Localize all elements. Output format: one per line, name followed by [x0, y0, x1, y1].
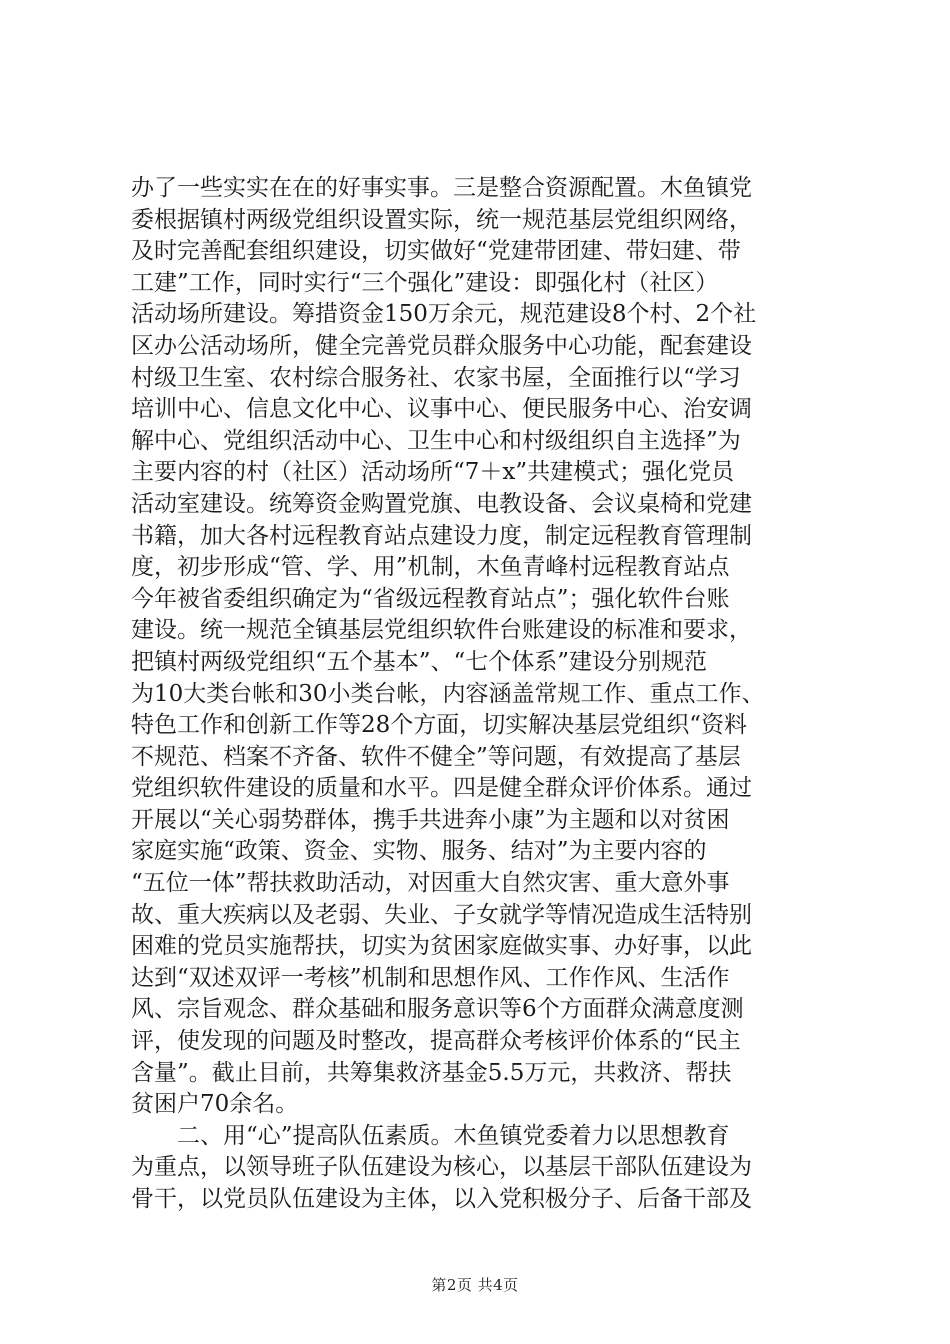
text-line: 家庭实施“政策、资金、实物、服务、结对”为主要内容的 — [131, 838, 707, 865]
text-line: 工建”工作，同时实行“三个强化”建设：即强化村（社区） — [131, 269, 719, 296]
page-footer: 第2页 共4页 — [431, 1276, 519, 1294]
text-line: 书籍，加大各村远程教育站点建设力度，制定远程教育管理制 — [131, 522, 752, 549]
text-line: 困难的党员实施帮扶，切实为贫困家庭做实事、办好事，以此 — [131, 933, 752, 960]
text-line: 及时完善配套组织建设，切实做好“党建带团建、带妇建、带 — [131, 238, 741, 265]
text-line: 达到“双述双评一考核”机制和思想作风、工作作风、生活作 — [131, 964, 730, 991]
text-line: 评，使发现的问题及时整改，提高群众考核评价体系的“民主 — [131, 1028, 741, 1055]
text-line: 为10大类台帐和30小类台帐，内容涵盖常规工作、重点工作、 — [131, 680, 765, 707]
text-line: 特色工作和创新工作等28个方面，切实解决基层党组织“资料 — [131, 712, 748, 739]
text-line: 培训中心、信息文化中心、议事中心、便民服务中心、治安调 — [131, 396, 752, 423]
body-text — [131, 173, 851, 1216]
text-line: 二、用“心”提高队伍素质。木鱼镇党委着力以思想教育 — [131, 1122, 730, 1149]
text-line: 村级卫生室、农村综合服务社、农家书屋，全面推行以“学习 — [131, 364, 741, 391]
text-line: 开展以“关心弱势群体，携手共进奔小康”为主题和以对贫困 — [131, 806, 730, 833]
text-line: 党组织软件建设的质量和水平。四是健全群众评价体系。通过 — [131, 775, 752, 802]
text-line: 不规范、档案不齐备、软件不健全”等问题，有效提高了基层 — [131, 743, 741, 770]
text-line: 风、宗旨观念、群众基础和服务意识等6个方面群众满意度测 — [131, 996, 744, 1023]
text-line: 度，初步形成“管、学、用”机制，木鱼青峰村远程教育站点 — [131, 554, 730, 581]
text-line: 主要内容的村（社区）活动场所“7＋x”共建模式；强化党员 — [131, 459, 735, 486]
text-line: 办了一些实实在在的好事实事。三是整合资源配置。木鱼镇党 — [131, 175, 752, 201]
text-line: 故、重大疾病以及老弱、失业、子女就学等情况造成生活特别 — [131, 901, 752, 928]
text-line: 活动室建设。统筹资金购置党旗、电教设备、会议桌椅和党建 — [131, 490, 752, 517]
text-line: 把镇村两级党组织“五个基本”、“七个体系”建设分别规范 — [131, 648, 708, 675]
text-line: 今年被省委组织确定为“省级远程教育站点”；强化软件台账 — [131, 585, 730, 612]
text-line: 含量”。截止目前，共筹集救济基金5.5万元，共救济、帮扶 — [131, 1059, 732, 1086]
text-line: 建设。统一规范全镇基层党组织软件台账建设的标准和要求， — [131, 617, 752, 644]
text-line: 骨干，以党员队伍建设为主体，以入党积极分子、后备干部及 — [131, 1186, 752, 1212]
text-line: 为重点，以领导班子队伍建设为核心，以基层干部队伍建设为 — [131, 1154, 752, 1181]
text-line: “五位一体”帮扶救助活动，对因重大自然灾害、重大意外事 — [131, 870, 730, 897]
text-line: 委根据镇村两级党组织设置实际，统一规范基层党组织网络， — [131, 206, 752, 233]
text-line: 解中心、党组织活动中心、卫生中心和村级组织自主选择”为 — [131, 427, 741, 454]
text-line: 区办公活动场所，健全完善党员群众服务中心功能，配套建设 — [131, 332, 752, 359]
text-line: 活动场所建设。筹措资金150万余元，规范建设8个村、2个社 — [131, 301, 757, 328]
text-line: 贫困户70余名。 — [131, 1091, 299, 1118]
